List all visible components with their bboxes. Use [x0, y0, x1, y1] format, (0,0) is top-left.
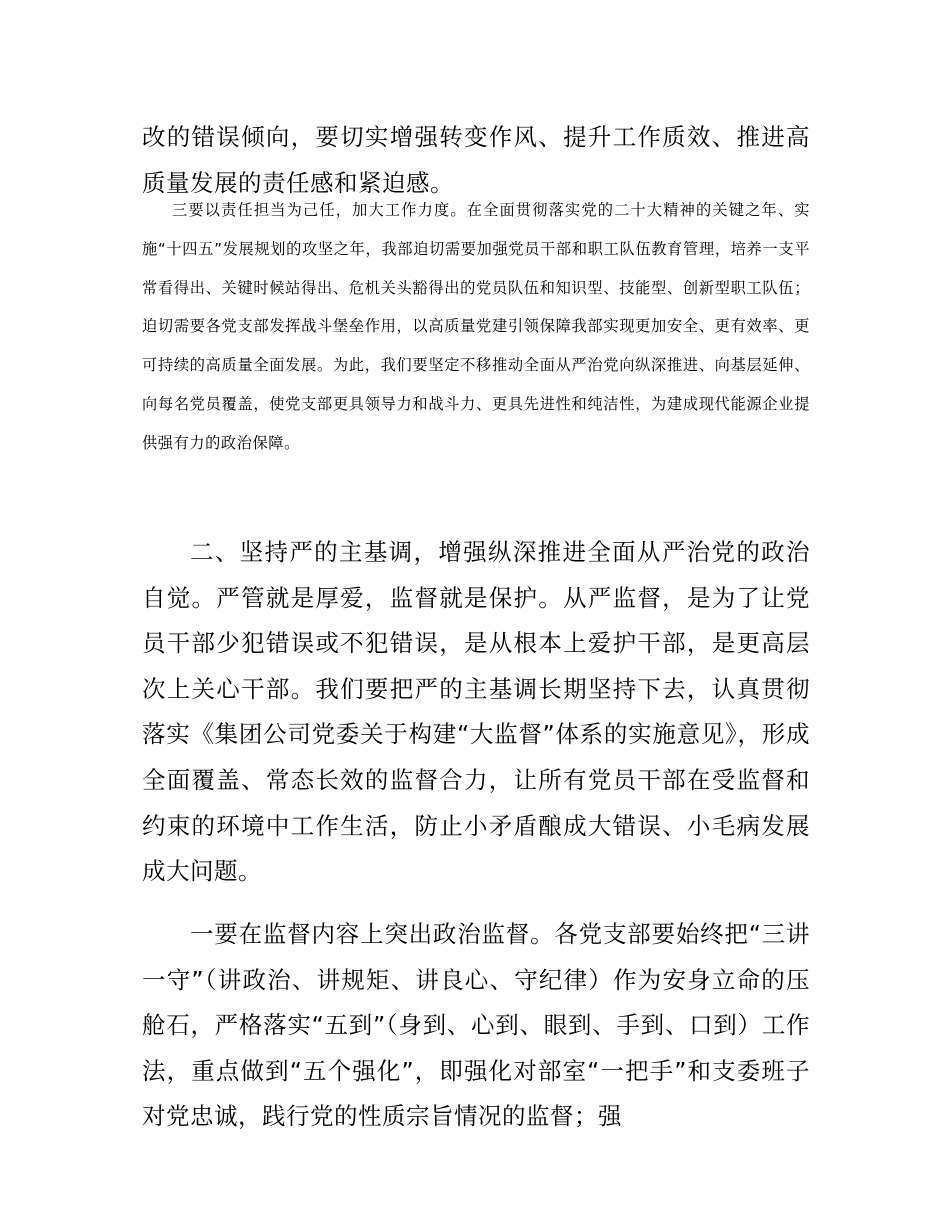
section-two-heading-paragraph: 二、坚持严的主基调，增强纵深推进全面从严治党的政治自觉。严管就是厚爱，监督就是保护。从严监督，是为了让党员干部少犯错误或不犯错误，是从根本上爱护干部，是更高层次上关心干部。我们要把严的主基调长期坚持下去，认真贯彻落实《集团公司党委关于构建“大监督”体系的实施意见》，形成全面覆盖、常态长效的监督合力，让所有党员干部在受监督和约束的环境中工作生活，防止小矛盾酿成大错误、小毛病发展成大问题。	[142, 538, 810, 886]
paragraph-political-supervision: 一要在监督内容上突出政治监督。各党支部要始终把“三讲一守”（讲政治、讲规矩、讲良心、守纪律）作为安身立命的压舱石，严格落实“五到”（身到、心到、眼到、手到、口到）工作法，重点做到“五个强化”，即强化对部室“一把手”和支委班子对党忠诚，践行党的性质宗旨情况的监督；强	[142, 920, 810, 1131]
paragraph-three-responsibility: 三要以责任担当为己任，加大工作力度。在全面贯彻落实党的二十大精神的关键之年、实施“十四五”发展规划的攻坚之年，我部迫切需要加强党员干部和职工队伍教育管理，培养一支平常看得出、关键时候站得出、危机关头豁得出的党员队伍和知识型、技能型、创新型职工队伍；迫切需要各党支部发挥战斗堡垒作用，以高质量党建引领保障我部实现更加安全、更有效率、更可持续的高质量全面发展。为此，我们要坚定不移推动全面从严治党向纵深推进、向基层延伸、向每名党员覆盖，使党支部更具领导力和战斗力、更具先进性和纯洁性，为建成现代能源企业提供强有力的政治保障。	[142, 201, 810, 452]
paragraph-continuation: 改的错误倾向，要切实增强转变作风、提升工作质效、推进高质量发展的责任感和紧迫感。	[142, 123, 810, 197]
